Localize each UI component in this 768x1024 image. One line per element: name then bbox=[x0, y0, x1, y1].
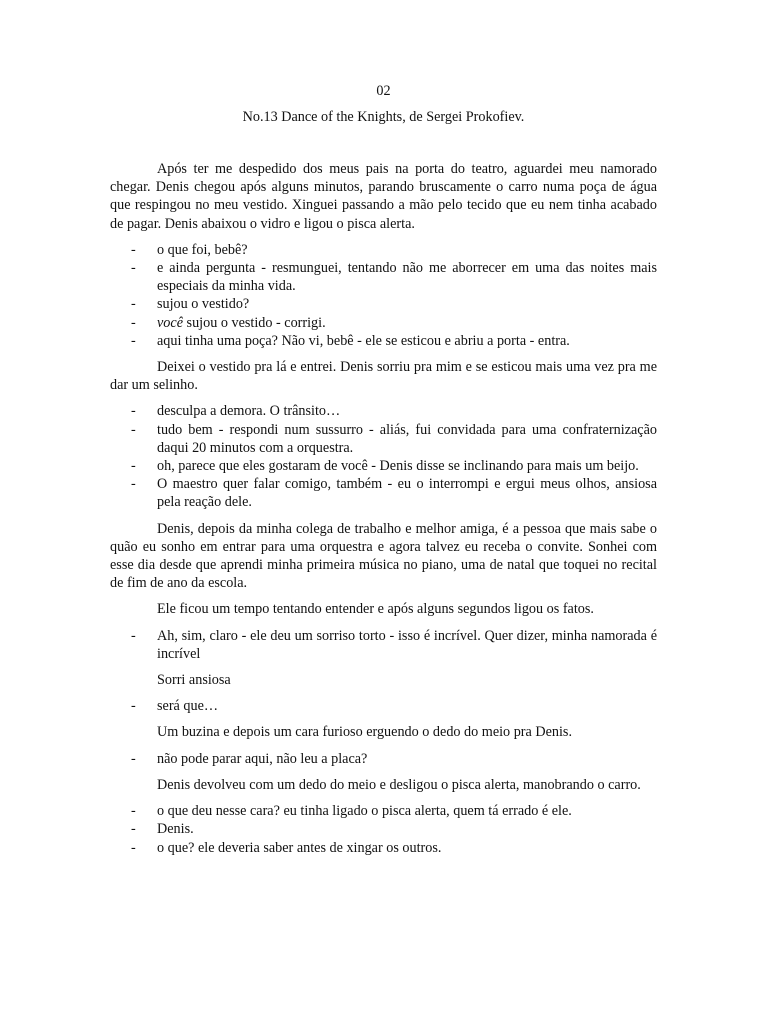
dialogue-line: - será que… bbox=[131, 698, 219, 715]
dialogue-line: - Denis. bbox=[131, 821, 194, 838]
dash-marker: - bbox=[131, 332, 136, 349]
dash-marker: - bbox=[131, 803, 136, 820]
dash-marker: - bbox=[131, 241, 136, 258]
paragraph: Um buzina e depois um cara furioso erguendo o dedo do meio pra Denis. bbox=[157, 724, 573, 741]
dialogue-line: - sujou o vestido? bbox=[131, 296, 250, 313]
document-page bbox=[110, 82, 657, 857]
dialogue-line: - desculpa a demora. O trânsito… bbox=[131, 403, 341, 420]
dialogue-line: - tudo bem - respondi num sussurro - aliás, fui convidada para uma confraternização daqui 20 minutos com a orquestra. bbox=[131, 421, 657, 456]
chapter-number: 02 bbox=[376, 83, 391, 99]
paragraph: Deixei o vestido pra lá e entrei. Denis sorriu pra mim e se esticou mais uma vez pra me dar um selinho. bbox=[110, 359, 657, 394]
dialogue-line: - o que? ele deveria saber antes de xingar os outros. bbox=[131, 839, 442, 856]
dash-marker: - bbox=[131, 260, 136, 277]
paragraph: Ele ficou um tempo tentando entender e após alguns segundos ligou os fatos. bbox=[157, 601, 594, 618]
dialogue-line: - e ainda pergunta - resmunguei, tentando não me aborrecer em uma das noites mais especiais da minha vida. bbox=[131, 260, 657, 295]
dialogue-list bbox=[110, 402, 657, 511]
dash-marker: - bbox=[131, 314, 136, 331]
paragraph: Após ter me despedido dos meus pais na porta do teatro, aguardei meu namorado chegar. Denis chegou após alguns minutos, parando bruscamente o carro numa poça de água que respingou no meu vestido. Xinguei passando a mão pelo tecido que eu nem tinha acabado de pagar. Denis abaixou o vidro e ligou o pisca alerta. bbox=[110, 161, 657, 232]
dialogue-list bbox=[110, 241, 657, 350]
dash-marker: - bbox=[131, 627, 136, 644]
dialogue-line: - aqui tinha uma poça? Não vi, bebê - ele se esticou e abriu a porta - entra. bbox=[131, 332, 570, 349]
dialogue-list bbox=[110, 750, 657, 768]
dash-marker: - bbox=[131, 821, 136, 838]
dialogue-list bbox=[110, 627, 657, 663]
dash-marker: - bbox=[131, 458, 136, 475]
dialogue-line: - Ah, sim, claro - ele deu um sorriso torto - isso é incrível. Quer dizer, minha namorada é incrível bbox=[131, 627, 657, 662]
emphasis-text: você bbox=[157, 314, 183, 331]
dialogue-line: - oh, parece que eles gostaram de você - Denis disse se inclinando para mais um beijo. bbox=[131, 458, 639, 475]
dash-marker: - bbox=[131, 839, 136, 856]
dash-marker: - bbox=[131, 403, 136, 420]
dialogue-line: - O maestro quer falar comigo, também - eu o interrompi e ergui meus olhos, ansiosa pela reação dele. bbox=[131, 476, 657, 511]
dialogue-line: - você sujou o vestido - corrigi. bbox=[131, 314, 326, 331]
dialogue-list bbox=[110, 802, 657, 857]
dialogue-line: - o que deu nesse cara? eu tinha ligado o pisca alerta, quem tá errado é ele. bbox=[131, 803, 572, 820]
dialogue-line: - não pode parar aqui, não leu a placa? bbox=[131, 750, 368, 767]
paragraph: Sorri ansiosa bbox=[157, 672, 231, 689]
dash-marker: - bbox=[131, 698, 136, 715]
dash-marker: - bbox=[131, 296, 136, 313]
paragraph: Denis devolveu com um dedo do meio e desligou o pisca alerta, manobrando o carro. bbox=[157, 776, 641, 793]
dash-marker: - bbox=[131, 750, 136, 767]
paragraph: Denis, depois da minha colega de trabalho e melhor amiga, é a pessoa que mais sabe o quão eu sonho em entrar para uma orquestra e agora talvez eu receba o convite. Sonhei com esse dia desde que aprendi minha primeira música no piano, uma de natal que toquei no recital de fim de ano da escola. bbox=[110, 520, 657, 592]
dash-marker: - bbox=[131, 476, 136, 493]
dash-marker: - bbox=[131, 421, 136, 438]
dialogue-line: - o que foi, bebê? bbox=[131, 241, 248, 258]
dialogue-list bbox=[110, 697, 657, 715]
chapter-subtitle: No.13 Dance of the Knights, de Sergei Prokofiev. bbox=[242, 109, 525, 125]
